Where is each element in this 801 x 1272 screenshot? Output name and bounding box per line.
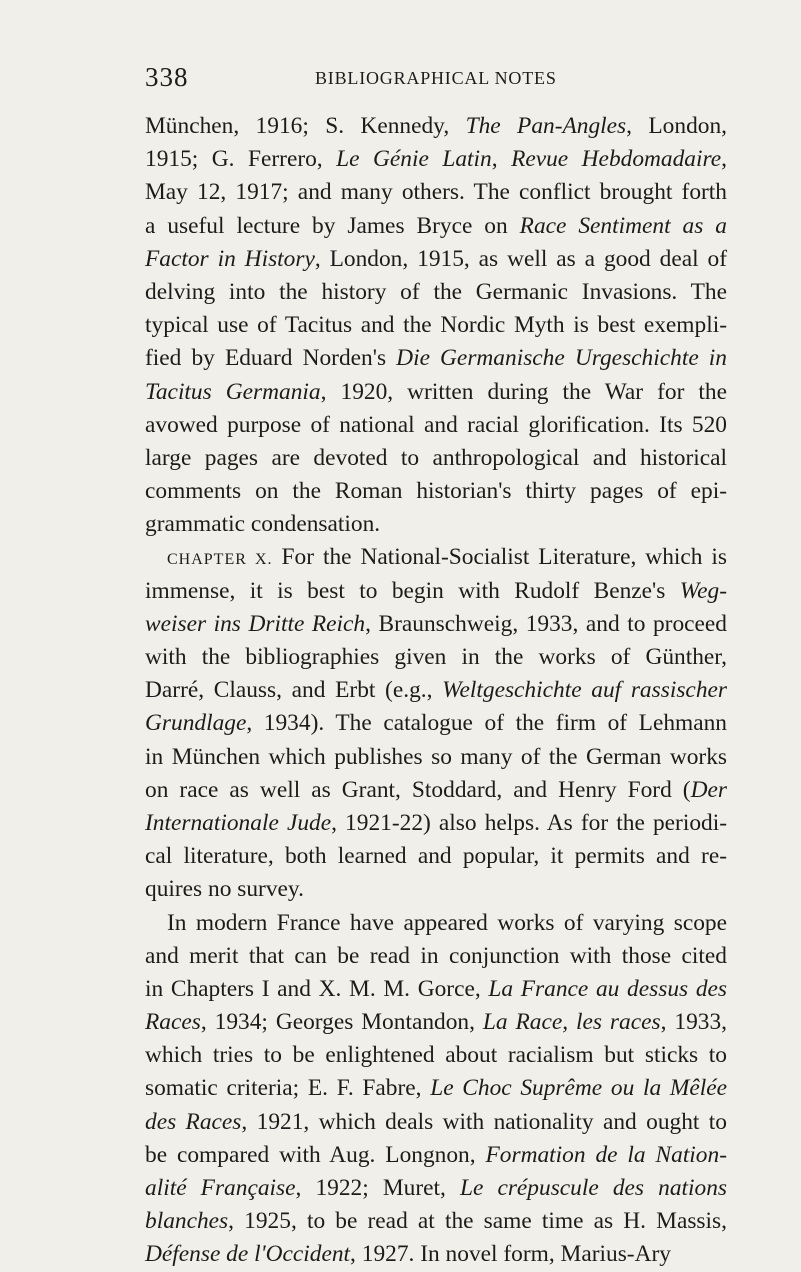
text-line bbox=[145, 409, 727, 442]
text-line bbox=[145, 176, 727, 209]
text-run: , Braunschweig, 1933, and to proceed bbox=[365, 610, 727, 637]
text-line bbox=[145, 1205, 727, 1238]
text-run: fied by Eduard Norden's bbox=[145, 345, 397, 372]
text-line bbox=[145, 210, 727, 243]
text-line bbox=[145, 1238, 727, 1271]
text-line bbox=[145, 641, 727, 674]
text-run: delving into the history of the Germanic Invasions. The bbox=[145, 278, 727, 305]
text-run: , 1933, bbox=[660, 1009, 728, 1036]
text-line bbox=[145, 674, 727, 707]
italic-title: Défense de l'Occident bbox=[145, 1241, 351, 1268]
italic-title: Der bbox=[690, 776, 727, 803]
text-run: in Chapters I and X. M. M. Gorce, bbox=[145, 975, 489, 1002]
text-run: May 12, 1917; and many others. The conflict brought forth bbox=[145, 179, 727, 206]
text-run: , bbox=[721, 146, 727, 173]
text-run: grammatic condensation. bbox=[145, 511, 381, 538]
text-run: a useful lecture by James Bryce on bbox=[145, 212, 520, 239]
page-number: 338 bbox=[145, 62, 189, 92]
text-line bbox=[145, 1006, 727, 1039]
text-run: large pages are devoted to anthropological and historical bbox=[145, 444, 727, 471]
italic-title: Weltgeschichte auf rassischer bbox=[442, 677, 727, 704]
text-line bbox=[145, 110, 727, 143]
text-line bbox=[145, 143, 727, 176]
text-line bbox=[145, 442, 727, 475]
text-run: , bbox=[491, 146, 512, 173]
text-run: , 1921-22) also helps. As for the periodi- bbox=[331, 809, 727, 836]
text-line bbox=[145, 608, 727, 641]
text-line bbox=[145, 1039, 727, 1072]
italic-title: Le crépuscule des nations bbox=[459, 1175, 728, 1201]
italic-title: des Races bbox=[145, 1108, 242, 1135]
text-line bbox=[145, 807, 727, 840]
text-run: , London, 1915, as well as a good deal of bbox=[314, 245, 727, 272]
text-run: , 1921, which deals with nationality and ought to bbox=[241, 1108, 727, 1135]
text-run: Darré, Clauss, and Erbt (e.g., bbox=[145, 677, 443, 704]
italic-title: Tacitus Germania bbox=[145, 378, 321, 405]
text-line bbox=[145, 276, 727, 309]
text-run: , 1934). The catalogue of the firm of Lehmann bbox=[246, 710, 727, 737]
text-run: with the bibliographies given in the works of Günther, bbox=[145, 644, 727, 670]
text-run: , 1925, to be read at the same time as H. Massis, bbox=[228, 1208, 727, 1235]
text-run: , 1920, written during the War for the bbox=[320, 378, 727, 405]
text-run: , London, bbox=[626, 113, 728, 139]
text-run: typical use of Tacitus and the Nordic Myth is best exempli- bbox=[145, 312, 727, 339]
text-line bbox=[145, 741, 727, 774]
text-run: and merit that can be read in conjunction with those cited bbox=[145, 942, 727, 969]
text-run: immense, it is best to begin with Rudolf Benze's bbox=[145, 577, 680, 604]
text-run: which tries to be enlightened about racialism but sticks to bbox=[145, 1042, 727, 1069]
italic-title: Race Sentiment as a bbox=[519, 212, 727, 239]
text-run: 1915; G. Ferrero, bbox=[145, 146, 337, 173]
chapter-label: CHAPTER X. bbox=[167, 551, 273, 569]
italic-title: Factor in History bbox=[145, 245, 315, 272]
text-run: quires no survey. bbox=[145, 876, 304, 903]
italic-title: alité Française bbox=[145, 1175, 296, 1201]
text-run: comments on the Roman historian's thirty pages of epi- bbox=[145, 478, 727, 505]
italic-title: Formation de la Nation- bbox=[485, 1141, 727, 1168]
text-line bbox=[145, 774, 727, 807]
text-line bbox=[145, 940, 727, 973]
text-run: For the National-Socialist Literature, which is bbox=[272, 544, 728, 571]
text-line bbox=[145, 575, 727, 608]
italic-title: Le Choc Suprême ou la Mêlée bbox=[430, 1075, 727, 1102]
text-line bbox=[145, 541, 727, 574]
text-line bbox=[145, 707, 727, 740]
text-line bbox=[145, 508, 727, 541]
running-head: BIBLIOGRAPHICAL NOTES bbox=[315, 68, 557, 88]
italic-title: Revue Hebdomadaire bbox=[511, 146, 722, 173]
text-run: somatic criteria; E. F. Fabre, bbox=[145, 1075, 431, 1102]
italic-title: Die Germanische Urgeschichte in bbox=[396, 345, 727, 372]
text-line bbox=[145, 1106, 727, 1139]
italic-title: Internationale Jude bbox=[145, 809, 332, 836]
text-line bbox=[145, 243, 727, 276]
text-line bbox=[145, 907, 727, 940]
text-line bbox=[145, 840, 727, 873]
italic-title: weiser ins Dritte Reich bbox=[145, 610, 366, 637]
italic-title: The Pan-Angles bbox=[465, 113, 627, 139]
italic-title: Races bbox=[145, 1009, 201, 1036]
italic-title: Weg- bbox=[679, 577, 727, 604]
text-line bbox=[145, 973, 727, 1006]
body-text bbox=[145, 110, 727, 1272]
text-line bbox=[145, 1139, 727, 1172]
text-run: , 1934; Georges Montandon, bbox=[200, 1009, 483, 1036]
text-run: in München which publishes so many of the German works bbox=[145, 743, 727, 770]
text-line bbox=[145, 309, 727, 342]
text-run: , 1927. In novel form, Marius-Ary bbox=[350, 1241, 671, 1268]
text-line bbox=[145, 376, 727, 409]
text-run: avowed purpose of national and racial glorification. Its 520 bbox=[145, 411, 727, 438]
text-run: be compared with Aug. Longnon, bbox=[145, 1141, 486, 1168]
italic-title: Grundlage bbox=[145, 710, 247, 737]
text-run: , 1922; Muret, bbox=[295, 1175, 460, 1201]
text-run: cal literature, both learned and popular, it permits and re- bbox=[145, 843, 727, 870]
text-line bbox=[145, 342, 727, 375]
italic-title: La France au dessus des bbox=[488, 975, 727, 1002]
text-line bbox=[145, 1072, 727, 1105]
text-run: on race as well as Grant, Stoddard, and Henry Ford ( bbox=[145, 776, 691, 803]
italic-title: blanches bbox=[145, 1208, 229, 1235]
italic-title: La Race, les races bbox=[482, 1009, 661, 1036]
italic-title: Le Génie Latin bbox=[336, 146, 492, 173]
text-line bbox=[145, 873, 727, 906]
text-run: In modern France have appeared works of varying scope bbox=[167, 909, 727, 936]
page-header bbox=[145, 62, 720, 96]
text-line bbox=[145, 475, 727, 508]
text-run: München, 1916; S. Kennedy, bbox=[145, 113, 466, 139]
text-line bbox=[145, 1172, 727, 1205]
